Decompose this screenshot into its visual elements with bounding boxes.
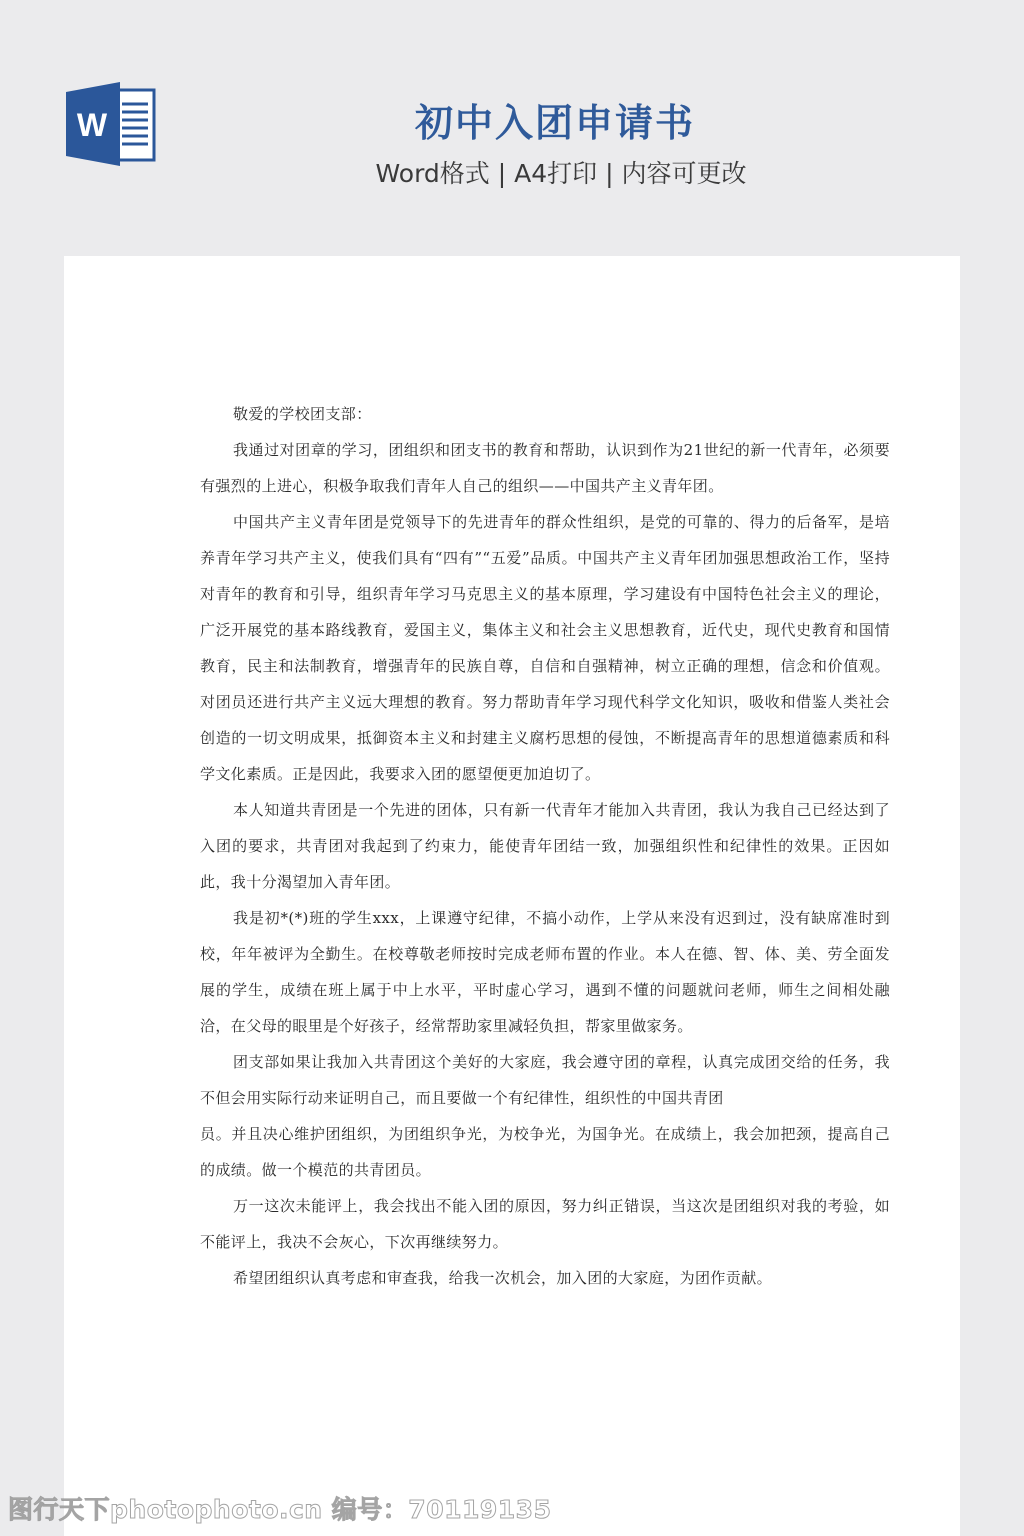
paragraph: 我通过对团章的学习，团组织和团支书的教育和帮助，认识到作为21世纪的新一代青年，必须要有强烈的上进心，积极争取我们青年人自己的组织——中国共产主义青年团。 <box>200 441 890 495</box>
paragraph: 中国共产主义青年团是党领导下的先进青年的群众性组织，是党的可靠的、得力的后备军，是培养青年学习共产主义，使我们具有“四有”“五爱”品质。中国共产主义青年团加强思想政治工作，坚持对青年的教育和引导，组织青年学习马克思主义的基本原理，学习建设有中国特色社会主义的理论，广泛开展党的基本路线教育，爱国主义，集体主义和社会主义思想教育，近代史，现代史教育和国情教育，民主和法制教育，增强青年的民族自尊，自信和自强精神，树立正确的理想，信念和价值观。对团员还进行共产主义远大理想的教育。努力帮助青年学习现代科学文化知识，吸收和借鉴人类社会创造的一切文明成果，抵御资本主义和封建主义腐朽思想的侵蚀，不断提高青年的思想道德素质和科学文化素质。正是因此，我要求入团的愿望便更加迫切了。 <box>200 513 890 783</box>
paragraph: 我是初*(*)班的学生xxx，上课遵守纪律，不搞小动作，上学从来没有迟到过，没有缺席准时到校，年年被评为全勤生。在校尊敬老师按时完成老师布置的作业。本人在德、智、体、美、劳全面发展的学生，成绩在班上属于中上水平，平时虚心学习，遇到不懂的问题就问老师，师生之间相处融洽，在父母的眼里是个好孩子，经常帮助家里减轻负担，帮家里做家务。 <box>200 909 890 1035</box>
paragraph: 希望团组织认真考虑和审查我，给我一次机会，加入团的大家庭，为团作贡献。 <box>233 1269 773 1287</box>
watermark: 图行天下photophoto.cn 编号：70119135 <box>8 1495 552 1524</box>
salutation: 敬爱的学校团支部： <box>233 405 372 423</box>
document-body <box>200 396 890 1296</box>
document-page <box>64 256 960 1536</box>
paragraph: 本人知道共青团是一个先进的团体，只有新一代青年才能加入共青团，我认为我自己已经达到了入团的要求，共青团对我起到了约束力，能使青年团结一致，加强组织性和纪律性的效果。正因如此，我十分渴望加入青年团。 <box>200 801 890 891</box>
paragraph: 员。并且决心维护团组织，为团组织争光，为校争光，为国争光。在成绩上，我会加把颈，提高自己的成绩。做一个模范的共青团员。 <box>200 1125 890 1179</box>
word-logo-letter: W <box>76 107 108 143</box>
paragraph: 万一这次未能评上，我会找出不能入团的原因，努力纠正错误，当这次是团组织对我的考验，如不能评上，我决不会灰心，下次再继续努力。 <box>200 1197 890 1251</box>
page-title: 初中入团申请书 <box>414 101 695 145</box>
paragraph: 团支部如果让我加入共青团这个美好的大家庭，我会遵守团的章程，认真完成团交给的任务，我不但会用实际行动来证明自己，而且要做一个有纪律性，组织性的中国共青团 <box>200 1053 890 1107</box>
page-subtitle: Word格式 | A4打印 | 内容可更改 <box>375 159 747 188</box>
